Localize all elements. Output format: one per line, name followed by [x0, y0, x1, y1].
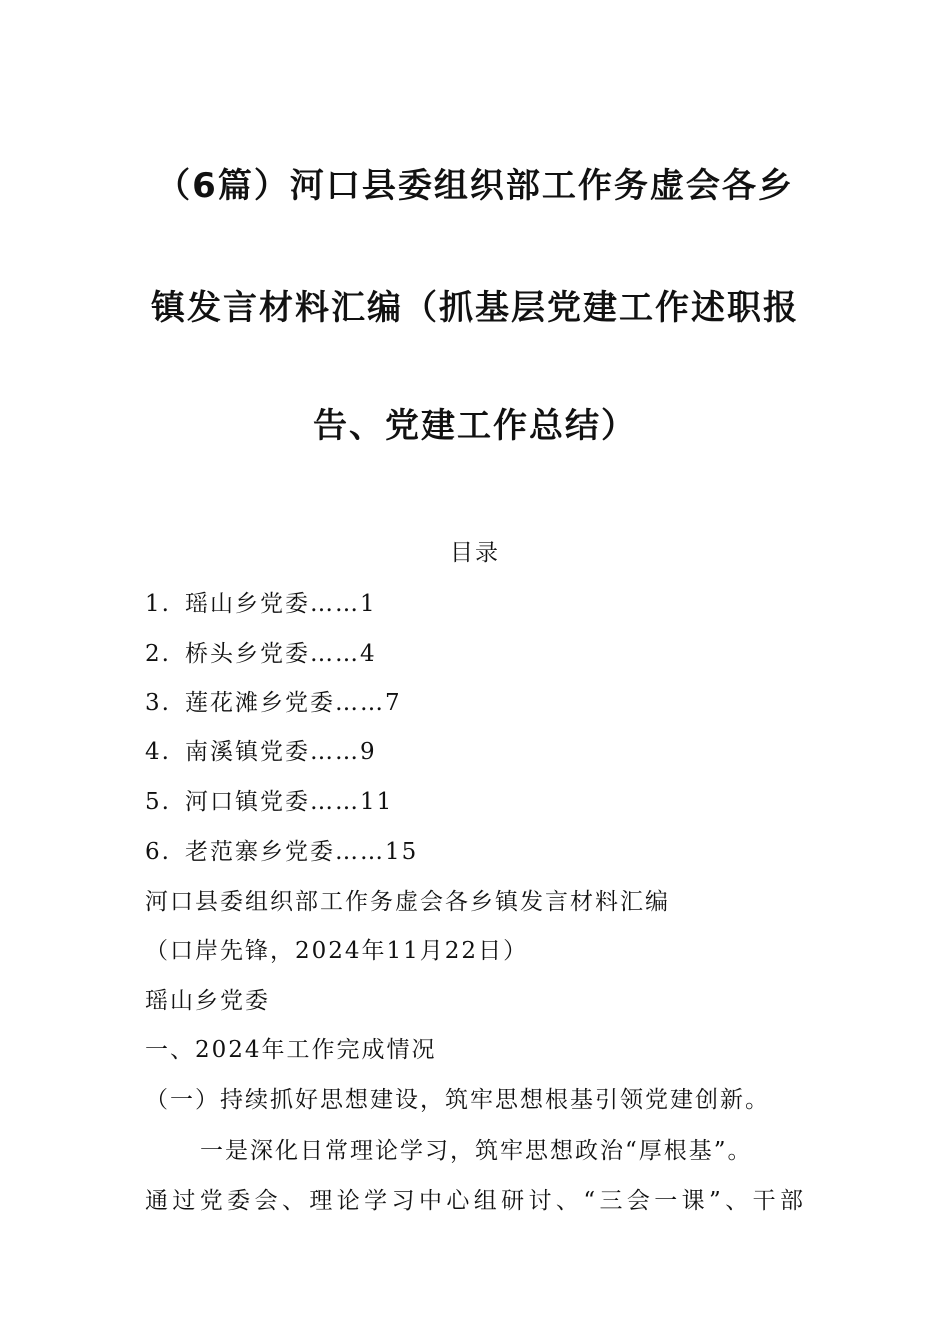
toc-item[interactable] [145, 585, 377, 618]
toc-item[interactable] [145, 733, 377, 766]
toc-item[interactable] [145, 833, 418, 866]
toc-item[interactable] [145, 635, 377, 668]
toc-item-number: 6. [145, 839, 171, 865]
toc-item-number: 5. [145, 789, 171, 815]
toc-item-number: 2. [145, 641, 171, 667]
toc-item-text: 河口镇党委……11 [185, 789, 394, 815]
section-heading: 一、2024年工作完成情况 [145, 1037, 437, 1063]
toc-item-text: 瑶山乡党委……1 [185, 591, 377, 617]
toc-item[interactable] [145, 783, 393, 816]
document-title-line-3: 告、党建工作总结） [313, 406, 637, 446]
toc-item-number: 1. [145, 591, 171, 617]
toc-item-number: 3. [145, 690, 171, 716]
toc-item-text: 南溪镇党委……9 [185, 739, 377, 765]
toc-item-number: 4. [145, 739, 171, 765]
toc-item-text: 桥头乡党委……4 [185, 641, 377, 667]
subheading: （一）持续抓好思想建设，筑牢思想根基引领党建创新。 [145, 1087, 770, 1113]
toc-item-text: 老范寨乡党委……15 [185, 839, 419, 865]
document-title-line-1: （6篇）河口县委组织部工作务虚会各乡 [156, 166, 794, 206]
body-source-line: （口岸先锋，2024年11月22日） [145, 938, 529, 964]
paragraph-line-1: 一是深化日常理论学习，筑牢思想政治“厚根基”。 [200, 1138, 753, 1164]
toc-heading: 目录 [450, 540, 500, 566]
paragraph-line-2: 通过党委会、理论学习中心组研讨、“三会一课”、干部 [145, 1188, 805, 1214]
document-title-line-2: 镇发言材料汇编（抓基层党建工作述职报 [151, 288, 799, 328]
toc-item-text: 莲花滩乡党委……7 [185, 690, 402, 716]
section-organization: 瑶山乡党委 [145, 988, 270, 1014]
body-document-title: 河口县委组织部工作务虚会各乡镇发言材料汇编 [145, 889, 670, 915]
toc-item[interactable] [145, 684, 402, 717]
